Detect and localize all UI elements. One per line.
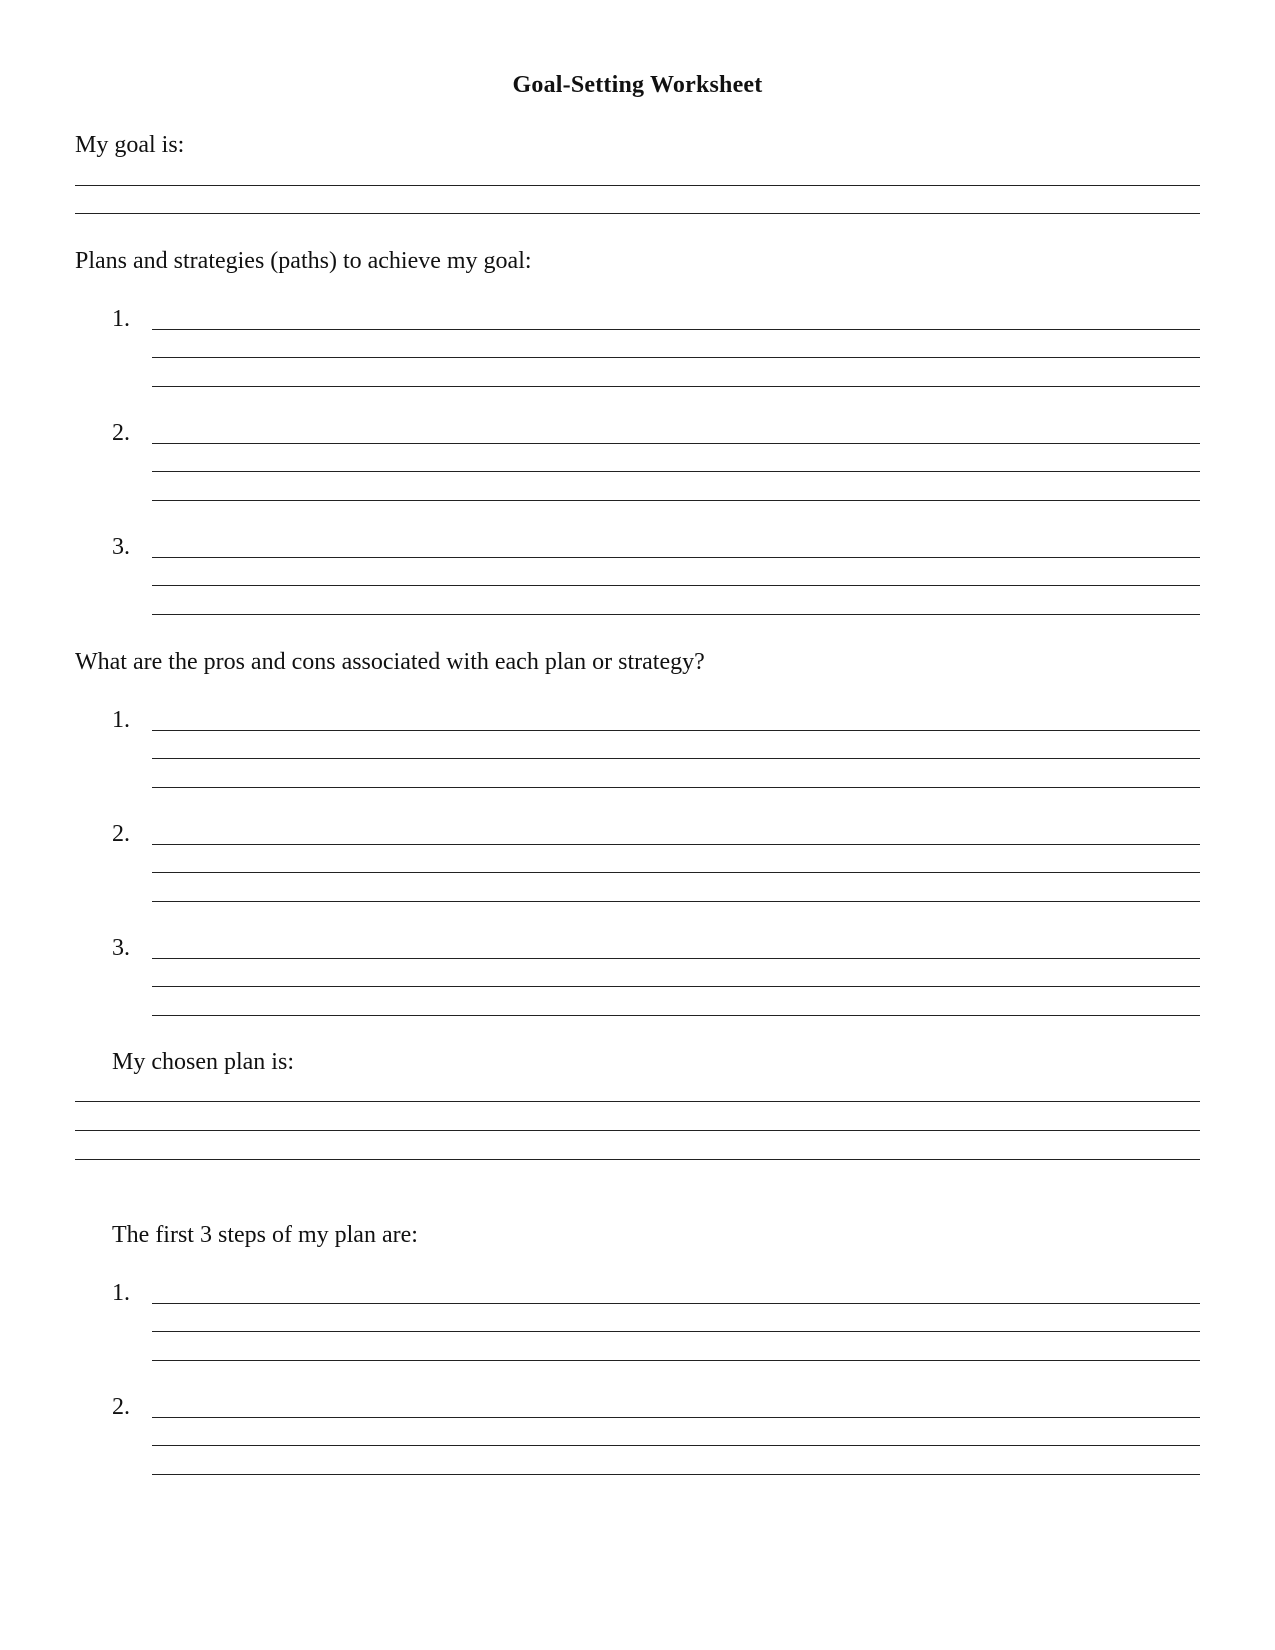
plan-1-answer-line[interactable] [152,357,1200,358]
step-1-answer-line[interactable] [152,1331,1200,1332]
step-item-number: 2. [112,1394,130,1420]
pros-cons-1-answer-line[interactable] [152,758,1200,759]
plan-1-answer-line[interactable] [152,386,1200,387]
goal-answer-line[interactable] [75,213,1200,214]
goal-label: My goal is: [75,132,185,158]
plan-1-answer-line[interactable] [152,329,1200,330]
step-2-answer-line[interactable] [152,1417,1200,1418]
plan-2-answer-line[interactable] [152,500,1200,501]
chosen-plan-answer-line[interactable] [75,1130,1200,1131]
pros-cons-2-answer-line[interactable] [152,872,1200,873]
plan-item-number: 2. [112,420,130,446]
pros-cons-2-answer-line[interactable] [152,844,1200,845]
step-1-answer-line[interactable] [152,1303,1200,1304]
pros-cons-3-answer-line[interactable] [152,958,1200,959]
pros-cons-1-answer-line[interactable] [152,787,1200,788]
page-title: Goal-Setting Worksheet [512,72,763,98]
chosen-plan-answer-line[interactable] [75,1101,1200,1102]
pros-cons-item-number: 1. [112,707,130,733]
step-item-number: 1. [112,1280,130,1306]
plan-item-number: 3. [112,534,130,560]
pros-cons-label: What are the pros and cons associated with each plan or strategy? [75,649,705,675]
plan-2-answer-line[interactable] [152,443,1200,444]
chosen-plan-label: My chosen plan is: [112,1049,294,1075]
step-1-answer-line[interactable] [152,1360,1200,1361]
pros-cons-2-answer-line[interactable] [152,901,1200,902]
plan-3-answer-line[interactable] [152,614,1200,615]
pros-cons-3-answer-line[interactable] [152,1015,1200,1016]
plan-2-answer-line[interactable] [152,471,1200,472]
step-2-answer-line[interactable] [152,1445,1200,1446]
goal-answer-line[interactable] [75,185,1200,186]
step-2-answer-line[interactable] [152,1474,1200,1475]
plan-item-number: 1. [112,306,130,332]
pros-cons-1-answer-line[interactable] [152,730,1200,731]
pros-cons-item-number: 3. [112,935,130,961]
chosen-plan-answer-line[interactable] [75,1159,1200,1160]
plan-3-answer-line[interactable] [152,585,1200,586]
steps-label: The first 3 steps of my plan are: [112,1222,418,1248]
plans-label: Plans and strategies (paths) to achieve my goal: [75,248,532,274]
pros-cons-3-answer-line[interactable] [152,986,1200,987]
plan-3-answer-line[interactable] [152,557,1200,558]
pros-cons-item-number: 2. [112,821,130,847]
